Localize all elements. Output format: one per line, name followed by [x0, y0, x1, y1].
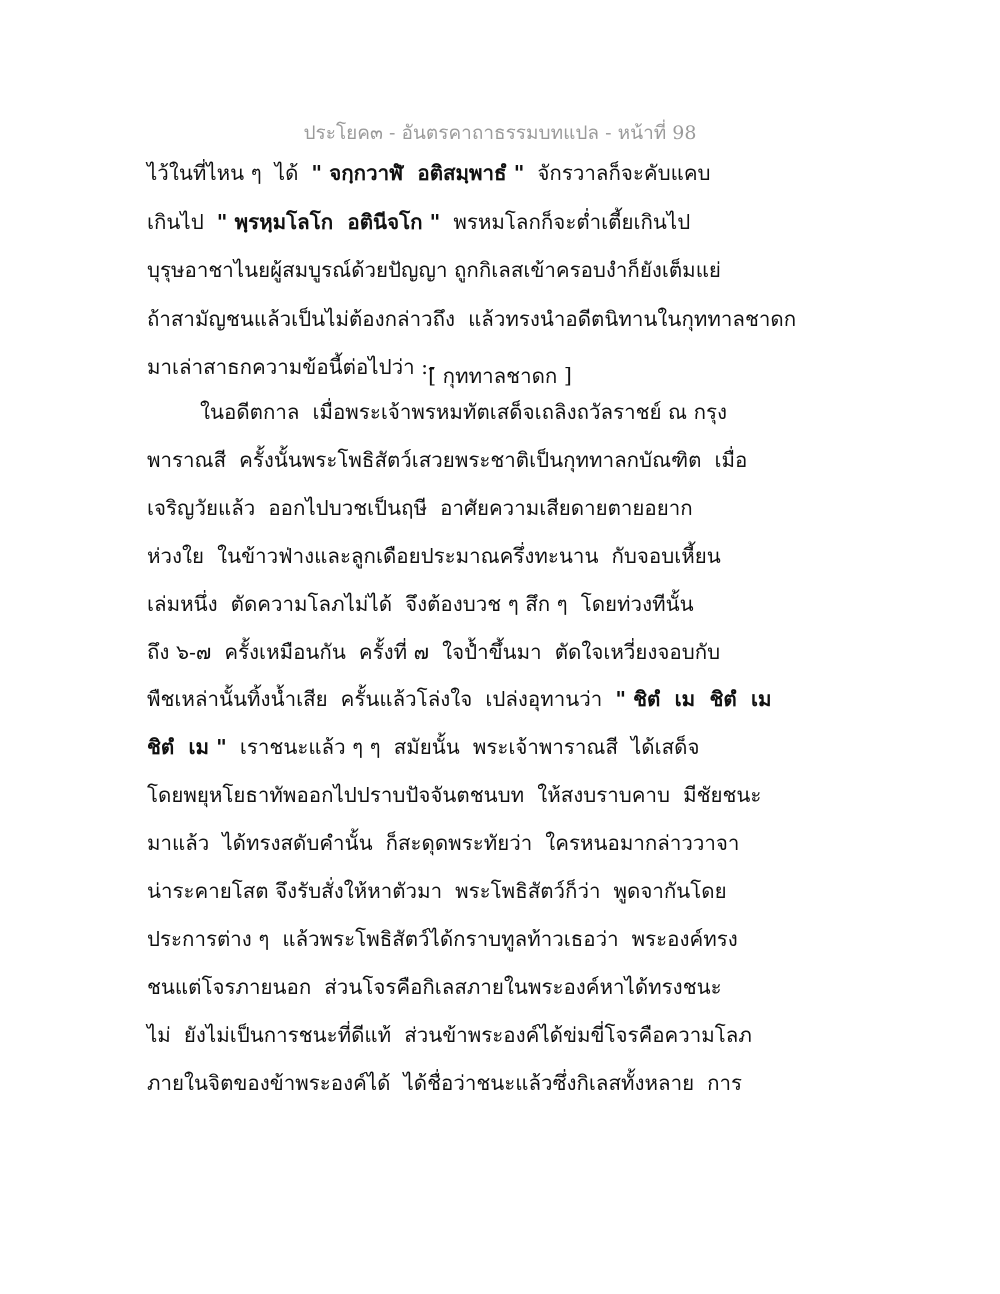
text-line	[147, 684, 771, 714]
section-title: [ กุททาลชาดก ]	[428, 364, 572, 388]
line-text: ถ้าสามัญชนแล้วเป็นไม่ต้องกล่าวถึง แล้วทรงนำอดีตนิทานในกุททาลชาดก	[147, 306, 797, 331]
line-text: เจริญวัยแล้ว ออกไปบวชเป็นฤษี อาศัยความเสียดายตายอยาก	[147, 495, 693, 520]
text-line	[147, 780, 761, 810]
line-text: น่าระคายโสต จึงรับสั่งให้หาตัวมา พระโพธิสัตว์ก็ว่า พูดจากันโดย	[147, 879, 727, 903]
line-text: จักรวาลก็จะคับแคบ	[524, 161, 711, 185]
line-text: ภายในจิตของข้าพระองค์ได้ ได้ชื่อว่าชนะแล้วซึ่งกิเลสทั้งหลาย การ	[147, 1070, 743, 1095]
pali-quote: " ชิตํ เม ชิตํ เม	[615, 687, 772, 712]
text-line	[147, 1068, 742, 1098]
line-text: ห่วงใย ในข้าวฟ่างและลูกเดือยประมาณครึ่งทะนาน กับจอบเหี้ยน	[147, 543, 721, 568]
text-line	[147, 158, 711, 188]
text-line	[200, 397, 727, 427]
line-text: ถึง ๖-๗ ครั้งเหมือนกัน ครั้งที่ ๗ ใจป้ำขึ้นมา ตัดใจเหวี่ยงจอบกับ	[147, 639, 721, 664]
text-line	[147, 924, 738, 954]
text-line	[147, 732, 699, 762]
pali-quote: ชิตํ เม "	[147, 735, 227, 760]
text-line	[147, 541, 721, 571]
page-header	[0, 118, 1000, 148]
line-text: โดยพยุหโยธาทัพออกไปปราบปัจจันตชนบท ให้สงบราบคาบ มีชัยชนะ	[147, 783, 762, 808]
line-text: พืชเหล่านั้นทิ้งน้ำเสีย ครั้นแล้วโล่งใจ เปล่งอุทานว่า	[147, 687, 616, 712]
line-text: ประการต่าง ๆ แล้วพระโพธิสัตว์ได้กราบทูลท้าวเธอว่า พระองค์ทรง	[147, 926, 738, 951]
line-text: ชนแต่โจรภายนอก ส่วนโจรคือกิเลสภายในพระองค์หาได้ทรงชนะ	[147, 974, 722, 999]
text-line	[147, 828, 739, 858]
text-line	[147, 876, 727, 906]
text-line	[147, 445, 747, 475]
line-text: เล่มหนึ่ง ตัดความโลภไม่ได้ จึงต้องบวช ๆ สึก ๆ โดยท่วงทีนั้น	[147, 591, 694, 616]
line-text: ไม่ ยังไม่เป็นการชนะที่ดีแท้ ส่วนข้าพระองค์ได้ข่มขี่โจรคือความโลภ	[147, 1022, 752, 1047]
line-text: เกินไป	[147, 209, 217, 234]
line-text: บุรุษอาชาไนยผู้สมบูรณ์ด้วยปัญญา ถูกกิเลสเข้าครอบงำก็ยังเต็มแย่	[147, 258, 721, 282]
pali-quote: " พฺรหฺมโลโก อตินีจโก "	[216, 209, 441, 234]
line-text: ไว้ในที่ไหน ๆ ได้	[147, 161, 312, 185]
line-text: มาเล่าสาธกความข้อนี้ต่อไปว่า :-	[147, 355, 435, 379]
text-line	[147, 493, 693, 523]
line-text: เราชนะแล้ว ๆ ๆ สมัยนั้น พระเจ้าพาราณสี ได้เสด็จ	[226, 735, 700, 760]
line-text: พรหมโลกก็จะต่ำเตี้ยเกินไป	[440, 209, 691, 234]
text-line	[147, 207, 690, 237]
line-text: มาแล้ว ได้ทรงสดับคำนั้น ก็สะดุดพระทัยว่า ใครหนอมากล่าววาจา	[147, 831, 740, 856]
text-line	[147, 304, 796, 334]
text-line	[147, 589, 694, 619]
text-line	[147, 637, 720, 667]
text-line	[147, 1020, 752, 1050]
line-text: ในอดีตกาล เมื่อพระเจ้าพรหมทัตเสด็จเถลิงถวัลราชย์ ณ กรุง	[200, 400, 728, 424]
page-header-text: ประโยค๓ - อันตรคาถาธรรมบทแปล - หน้าที่ 98	[303, 122, 697, 144]
text-line	[147, 255, 721, 285]
pali-quote: " จกฺกวาฬํ อติสมฺพาธํ "	[311, 161, 525, 185]
text-line	[147, 972, 722, 1002]
line-text: พาราณสี ครั้งนั้นพระโพธิสัตว์เสวยพระชาติเป็นกุททาลกบัณฑิต เมื่อ	[147, 447, 748, 472]
